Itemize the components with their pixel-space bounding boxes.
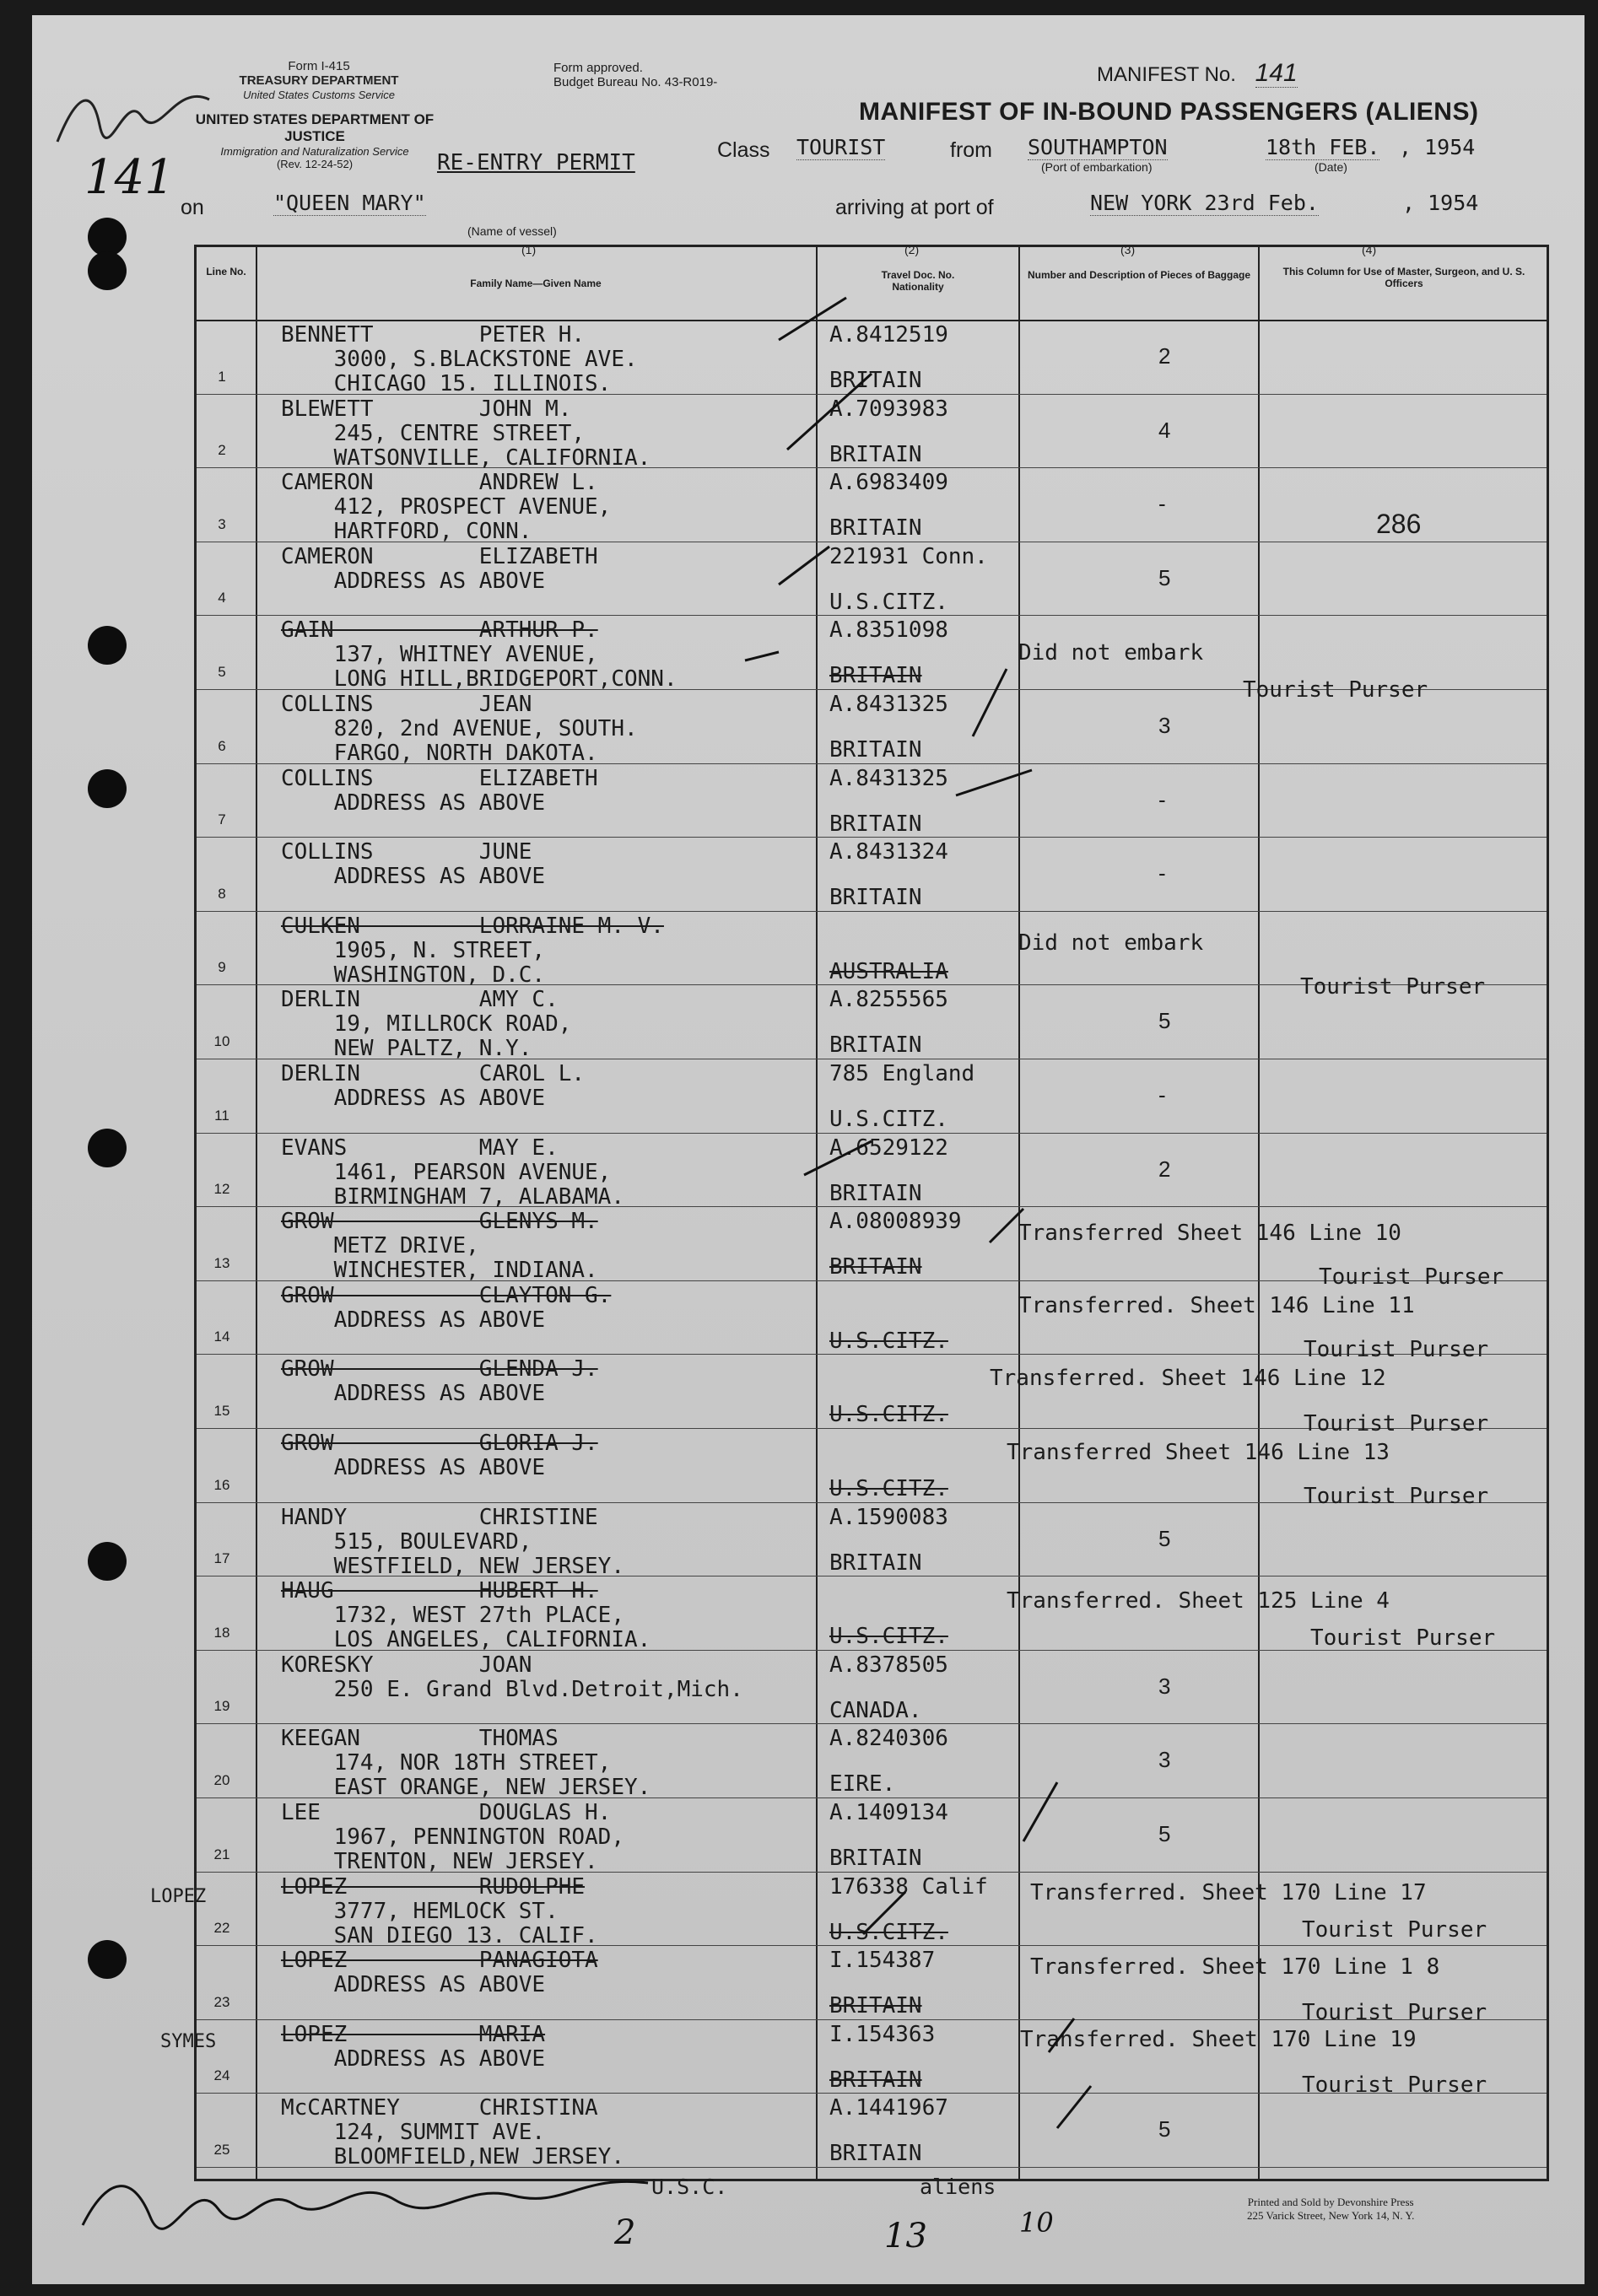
- passenger-name: COLLINS JUNE: [281, 839, 532, 865]
- line-number: 3: [218, 515, 226, 532]
- line-number: 14: [213, 1329, 230, 1345]
- line-number: 24: [213, 2067, 230, 2084]
- transferred-note: Transferred. Sheet 170 Line 19: [1020, 2027, 1417, 2052]
- tourist-purser-note: Tourist Purser: [1319, 1264, 1504, 1290]
- line-number: 1: [218, 368, 226, 385]
- arrival-port: NEW YORK 23rd Feb.: [1090, 191, 1319, 215]
- passenger-address: WINCHESTER, INDIANA.: [281, 1258, 598, 1284]
- passenger-address: BIRMINGHAM 7, ALABAMA.: [281, 1183, 624, 1210]
- travel-doc-number: A.7093983: [829, 396, 948, 422]
- line-number: 13: [213, 1254, 230, 1271]
- baggage-count: -: [1158, 491, 1166, 517]
- binder-hole: [88, 769, 127, 808]
- transferred-note: Transferred. Sheet 170 Line 17: [1030, 1880, 1427, 1905]
- travel-doc-number: A.6983409: [829, 470, 948, 496]
- line-number: 6: [218, 737, 226, 754]
- passenger-address: ADDRESS AS ABOVE: [281, 2045, 546, 2072]
- tourist-purser-note: Tourist Purser: [1302, 2072, 1487, 2098]
- travel-doc-number: 785 England: [829, 1061, 975, 1086]
- passenger-address: 19, MILLROCK ROAD,: [281, 1011, 572, 1038]
- passenger-name: LOPEZ RUDOLPHE: [281, 1873, 586, 1900]
- baggage-count: 4: [1158, 417, 1171, 443]
- passenger-name: GROW GLORIA J.: [281, 1431, 598, 1456]
- col-number-3: (3): [1120, 243, 1136, 256]
- passenger-address: ADDRESS AS ABOVE: [281, 864, 546, 890]
- transferred-note: Transferred Sheet 146 Line 13: [1007, 1440, 1390, 1465]
- passenger-address: 1905, N. STREET,: [281, 937, 546, 963]
- transferred-note: Transferred. Sheet 125 Line 4: [1007, 1588, 1390, 1614]
- passenger-address: ADDRESS AS ABOVE: [281, 568, 546, 594]
- travel-doc-number: A.08008939: [829, 1209, 962, 1235]
- passenger-address: ADDRESS AS ABOVE: [281, 1086, 546, 1111]
- line-number: 4: [218, 590, 226, 606]
- form-number: Form I-415: [288, 59, 350, 73]
- passenger-address: 250 E. Grand Blvd.Detroit,Mich.: [281, 1676, 743, 1702]
- nationality: BRITAIN: [829, 737, 922, 763]
- footer-usc-label: U.S.C.: [651, 2175, 728, 2199]
- nationality: BRITAIN: [829, 885, 922, 911]
- passenger-address: WATSONVILLE, CALIFORNIA.: [281, 445, 651, 471]
- agency-revision: (Rev. 12-24-52): [276, 158, 354, 170]
- passenger-address: 412, PROSPECT AVENUE,: [281, 494, 612, 520]
- footer-aliens-label: aliens: [920, 2175, 996, 2199]
- travel-doc-number: A.8431324: [829, 839, 948, 865]
- transferred-note: Transferred. Sheet 146 Line 12: [990, 1366, 1386, 1391]
- baggage-count: 5: [1158, 2116, 1171, 2142]
- nationality: U.S.CITZ.: [829, 1476, 948, 1501]
- on-label: on: [181, 196, 204, 219]
- passenger-address: BLOOMFIELD,NEW JERSEY.: [281, 2144, 624, 2170]
- agency-name: UNITED STATES DEPARTMENT OF JUSTICE: [195, 111, 435, 144]
- passenger-address: WASHINGTON, D.C.: [281, 962, 546, 988]
- passenger-name: COLLINS ELIZABETH: [281, 765, 598, 791]
- form-id-block: [192, 59, 445, 102]
- passenger-name: McCARTNEY CHRISTINA: [281, 2095, 598, 2121]
- travel-doc-number: 176338 Calif: [829, 1873, 988, 1900]
- line-number: 21: [213, 1846, 230, 1862]
- passenger-address: METZ DRIVE,: [281, 1233, 479, 1259]
- passenger-address: ADDRESS AS ABOVE: [281, 790, 546, 816]
- did-not-embark-note: Did not embark: [1018, 640, 1204, 666]
- col-number-4: (4): [1362, 243, 1377, 256]
- nationality: BRITAIN: [829, 811, 922, 837]
- date-caption: (Date): [1315, 160, 1347, 174]
- tourist-purser-note: Tourist Purser: [1302, 2000, 1487, 2025]
- passenger-address: TRENTON, NEW JERSEY.: [281, 1849, 598, 1874]
- agency-service: Immigration and Naturalization Service: [220, 145, 409, 158]
- line-number: 2: [218, 442, 226, 459]
- passenger-address: 515, BOULEVARD,: [281, 1528, 532, 1555]
- line-number: 9: [218, 959, 226, 976]
- line-number: 12: [213, 1181, 230, 1198]
- transferred-note: Transferred Sheet 146 Line 10: [1018, 1221, 1401, 1246]
- travel-doc-number: A.8378505: [829, 1652, 948, 1678]
- passenger-name: CAMERON ANDREW L.: [281, 470, 598, 496]
- nationality: BRITAIN: [829, 2067, 922, 2093]
- nationality: U.S.CITZ.: [829, 1107, 948, 1132]
- passenger-name: CULKEN LORRAINE M. V.: [281, 913, 664, 939]
- line-number: 22: [213, 1920, 230, 1937]
- nationality: BRITAIN: [829, 1254, 922, 1280]
- passenger-name: GROW GLENDA J.: [281, 1356, 598, 1382]
- line-number: 7: [218, 811, 226, 828]
- passenger-address: 1967, PENNINGTON ROAD,: [281, 1824, 624, 1850]
- check-marks: [197, 247, 1547, 2179]
- tourist-purser-note: Tourist Purser: [1302, 1917, 1487, 1943]
- nationality: BRITAIN: [829, 2141, 922, 2167]
- passenger-name: BENNETT PETER H.: [281, 322, 586, 348]
- margin-lopez: LOPEZ: [150, 1886, 207, 1907]
- travel-doc-number: A.8351098: [829, 617, 948, 644]
- passenger-address: CHICAGO 15. ILLINOIS.: [281, 371, 612, 396]
- binder-hole: [88, 626, 127, 665]
- header-officers: This Column for Use of Master, Surgeon, and U. S. Officers: [1282, 266, 1525, 289]
- margin-page-number: 141: [84, 150, 175, 205]
- travel-doc-number: A.8412519: [829, 322, 948, 348]
- passenger-address: NEW PALTZ, N.Y.: [281, 1036, 532, 1062]
- nationality: U.S.CITZ.: [829, 1919, 948, 1945]
- passenger-address: 137, WHITNEY AVENUE,: [281, 642, 598, 668]
- passenger-address: 1461, PEARSON AVENUE,: [281, 1159, 612, 1185]
- passenger-address: 3777, HEMLOCK ST.: [281, 1898, 559, 1924]
- line-number: 17: [213, 1550, 230, 1567]
- transferred-note: Transferred. Sheet 170 Line 1 8: [1030, 1954, 1440, 1980]
- tourist-purser-note: Tourist Purser: [1310, 1625, 1496, 1651]
- line-number: 5: [218, 664, 226, 680]
- passenger-name: COLLINS JEAN: [281, 692, 532, 717]
- travel-doc-number: I.154387: [829, 1948, 936, 1974]
- travel-doc-number: A.8255565: [829, 987, 948, 1013]
- baggage-count: 3: [1158, 713, 1171, 738]
- line-number: 23: [213, 1993, 230, 2010]
- travel-doc-number: A.6529122: [829, 1135, 948, 1161]
- header-travel-doc: Travel Doc. No. Nationality: [881, 269, 955, 293]
- passenger-address: 820, 2nd AVENUE, SOUTH.: [281, 716, 638, 741]
- col-number-2: (2): [904, 243, 920, 256]
- manifest-number-field: [1097, 59, 1298, 88]
- nationality: BRITAIN: [829, 1180, 922, 1206]
- baggage-count: 3: [1158, 1747, 1171, 1773]
- arriving-label: arriving at port of: [835, 196, 994, 219]
- footer-total: 10: [1019, 2207, 1054, 2239]
- passenger-name: CAMERON ELIZABETH: [281, 543, 598, 569]
- nationality: EIRE.: [829, 1771, 896, 1797]
- nationality: U.S.CITZ.: [829, 1402, 948, 1428]
- passenger-table: [194, 245, 1549, 2181]
- manifest-number-value: 141: [1255, 59, 1298, 87]
- line-number: 18: [213, 1624, 230, 1641]
- nationality: U.S.CITZ.: [829, 1328, 948, 1354]
- line-number: 10: [213, 1033, 230, 1049]
- travel-doc-number: A.8431325: [829, 692, 948, 717]
- passenger-address: 1732, WEST 27th PLACE,: [281, 1603, 624, 1629]
- budget-bureau: Budget Bureau No. 43-R019-: [553, 75, 718, 89]
- header-baggage: Number and Description of Pieces of Baggage: [1027, 269, 1251, 281]
- vessel-caption: (Name of vessel): [467, 224, 557, 238]
- baggage-count: 5: [1158, 564, 1171, 590]
- travel-doc-number: A.8431325: [829, 765, 948, 791]
- nationality: BRITAIN: [829, 1846, 922, 1871]
- baggage-count: 2: [1158, 343, 1171, 369]
- passenger-address: ADDRESS AS ABOVE: [281, 1307, 546, 1333]
- baggage-count: 3: [1158, 1673, 1171, 1699]
- re-entry-permit: RE-ENTRY PERMIT: [437, 150, 635, 175]
- line-number: 25: [213, 2142, 230, 2158]
- baggage-count: 2: [1158, 1156, 1171, 1182]
- date-value: 18th FEB.: [1266, 135, 1380, 159]
- agency-block: [175, 111, 454, 170]
- passenger-address: SAN DIEGO 13. CALIF.: [281, 1922, 598, 1948]
- header-name: Family Name—Given Name: [470, 278, 602, 289]
- port-embarkation-caption: (Port of embarkation): [1041, 160, 1153, 174]
- manifest-sheet: [32, 15, 1585, 2284]
- nationality: BRITAIN: [829, 1550, 922, 1576]
- line-number: 20: [213, 1772, 230, 1788]
- passenger-name: DERLIN CAROL L.: [281, 1061, 586, 1086]
- line-number: 16: [213, 1476, 230, 1493]
- nationality: AUSTRALIA: [829, 958, 948, 984]
- nationality: U.S.CITZ.: [829, 1624, 948, 1650]
- footer-usc-count: 2: [614, 2213, 636, 2252]
- passenger-name: LEE DOUGLAS H.: [281, 1800, 612, 1825]
- passenger-address: WESTFIELD, NEW JERSEY.: [281, 1553, 624, 1579]
- tourist-purser-note: Tourist Purser: [1243, 677, 1428, 703]
- tourist-purser-note: Tourist Purser: [1304, 1337, 1489, 1362]
- travel-doc-number: A.8240306: [829, 1726, 948, 1752]
- class-label: Class: [717, 138, 770, 162]
- tourist-purser-note: Tourist Purser: [1304, 1484, 1489, 1509]
- tourist-purser-note: Tourist Purser: [1304, 1411, 1489, 1436]
- passenger-name: KEEGAN THOMAS: [281, 1726, 559, 1752]
- from-value: SOUTHAMPTON: [1028, 135, 1168, 159]
- baggage-count: 5: [1158, 1821, 1171, 1846]
- handwritten-signature: [74, 2158, 665, 2250]
- passenger-name: LOPEZ PANAGIOTA: [281, 1948, 598, 1974]
- nationality: BRITAIN: [829, 441, 922, 467]
- passenger-address: EAST ORANGE, NEW JERSEY.: [281, 1775, 651, 1801]
- footer-aliens-count: 13: [884, 2217, 927, 2256]
- printer-imprint: [1247, 2196, 1414, 2223]
- col-number-1: (1): [521, 243, 537, 256]
- manifest-title: MANIFEST OF IN-BOUND PASSENGERS (ALIENS): [859, 98, 1479, 126]
- baggage-count: -: [1158, 786, 1166, 812]
- nationality: BRITAIN: [829, 1032, 922, 1059]
- binder-hole: [88, 1129, 127, 1167]
- travel-doc-number: A.1441967: [829, 2095, 948, 2121]
- from-label: from: [950, 138, 992, 162]
- nationality: U.S.CITZ.: [829, 589, 948, 615]
- line-number: 15: [213, 1403, 230, 1419]
- passenger-name: LOPEZ MARIA: [281, 2021, 546, 2047]
- customs-label: United States Customs Service: [243, 89, 395, 101]
- passenger-name: GROW CLAYTON G.: [281, 1282, 612, 1308]
- passenger-address: 174, NOR 18TH STREET,: [281, 1750, 612, 1776]
- nationality: BRITAIN: [829, 368, 922, 393]
- treasury-label: TREASURY DEPARTMENT: [239, 73, 399, 88]
- binder-hole: [88, 251, 127, 290]
- travel-doc-number: A.1409134: [829, 1800, 948, 1825]
- baggage-count: 5: [1158, 1525, 1171, 1551]
- passenger-name: GROW GLENYS M.: [281, 1209, 598, 1235]
- travel-doc-number: A.1590083: [829, 1504, 948, 1530]
- did-not-embark-note: Did not embark: [1018, 930, 1204, 956]
- passenger-address: LOS ANGELES, CALIFORNIA.: [281, 1627, 651, 1653]
- baggage-count: 5: [1158, 1008, 1171, 1034]
- passenger-name: KORESKY JOAN: [281, 1652, 532, 1678]
- passenger-address: 245, CENTRE STREET,: [281, 420, 586, 446]
- passenger-name: DERLIN AMY C.: [281, 987, 559, 1013]
- passenger-address: ADDRESS AS ABOVE: [281, 1381, 546, 1407]
- passenger-name: HANDY CHRISTINE: [281, 1504, 598, 1530]
- nationality: BRITAIN: [829, 1993, 922, 2019]
- approval-block: [553, 61, 717, 89]
- margin-symes: SYMES: [160, 2031, 217, 2052]
- arrival-year: , 1954: [1402, 191, 1479, 215]
- passenger-name: GAIN ARTHUR P.: [281, 617, 598, 644]
- header-line-no: Line No.: [206, 266, 246, 278]
- form-approved: Form approved.: [553, 61, 643, 75]
- passenger-address: 124, SUMMIT AVE.: [281, 2120, 546, 2146]
- passenger-name: BLEWETT JOHN M.: [281, 396, 572, 422]
- line-number: 8: [218, 885, 226, 902]
- nationality: BRITAIN: [829, 515, 922, 542]
- binder-hole: [88, 1940, 127, 1979]
- baggage-count: -: [1158, 1082, 1166, 1108]
- passenger-address: ADDRESS AS ABOVE: [281, 1455, 546, 1480]
- printer-line-2: 225 Varick Street, New York 14, N. Y.: [1247, 2209, 1415, 2222]
- line-number: 19: [213, 1698, 230, 1715]
- manifest-number-label: MANIFEST No.: [1097, 63, 1236, 86]
- passenger-name: HAUG HUBERT H.: [281, 1578, 598, 1604]
- printer-line-1: Printed and Sold by Devonshire Press: [1247, 2196, 1414, 2208]
- vessel-name: "QUEEN MARY": [273, 191, 426, 215]
- passenger-address: LONG HILL,BRIDGEPORT,CONN.: [281, 666, 678, 693]
- travel-doc-number: I.154363: [829, 2021, 936, 2047]
- nationality: BRITAIN: [829, 663, 922, 689]
- line-number: 11: [214, 1107, 229, 1124]
- binder-hole: [88, 1542, 127, 1581]
- baggage-count: -: [1158, 860, 1166, 887]
- passenger-address: ADDRESS AS ABOVE: [281, 1972, 546, 1998]
- nationality: CANADA.: [829, 1697, 922, 1723]
- passenger-address: 3000, S.BLACKSTONE AVE.: [281, 347, 638, 372]
- passenger-address: HARTFORD, CONN.: [281, 519, 532, 545]
- passenger-name: EVANS MAY E.: [281, 1135, 559, 1161]
- tourist-purser-note: Tourist Purser: [1300, 974, 1486, 1000]
- passenger-address: FARGO, NORTH DAKOTA.: [281, 741, 598, 766]
- class-value: TOURIST: [796, 135, 886, 159]
- officer-number: 286: [1376, 509, 1422, 539]
- transferred-note: Transferred. Sheet 146 Line 11: [1018, 1293, 1415, 1318]
- date-year: , 1954: [1399, 135, 1476, 159]
- travel-doc-number: 221931 Conn.: [829, 543, 988, 569]
